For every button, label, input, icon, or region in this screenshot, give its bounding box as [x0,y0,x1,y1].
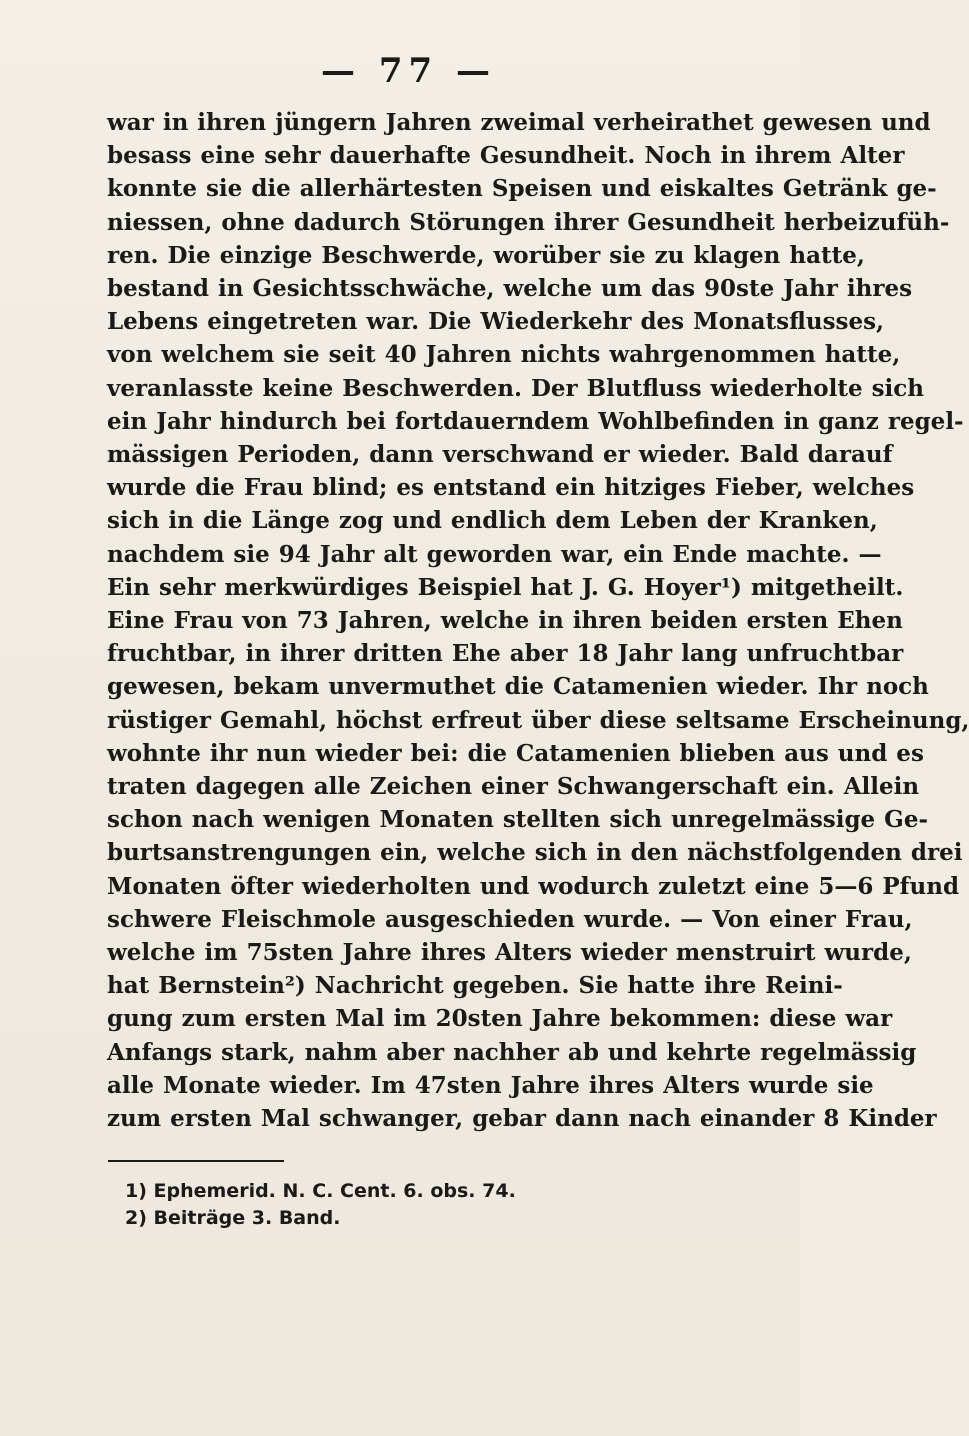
text-line: veranlasste keine Beschwerden. Der Blutfluss wiederholte sich [107,374,925,402]
text-line: besass eine sehr dauerhafte Gesundheit. Noch in ihrem Alter [107,142,905,170]
text-line: Anfangs stark, nahm aber nachher ab und kehrte regelmässig [107,1038,917,1066]
text-line: rüstiger Gemahl, höchst erfreut über diese seltsame Erscheinung, [107,706,969,734]
text-line: konnte sie die allerhärtesten Speisen und eiskaltes Getränk ge- [107,175,937,203]
text-line: Lebens eingetreten war. Die Wiederkehr des Monatsflusses, [107,308,885,336]
text-line: traten dagegen alle Zeichen einer Schwangerschaft ein. Allein [107,773,920,801]
text-line: hat Bernstein²) Nachricht gegeben. Sie hatte ihre Reini- [107,972,843,1000]
footnotes-block [107,1178,665,1232]
text-line: niessen, ohne dadurch Störungen ihrer Gesundheit herbeizufüh- [107,208,950,236]
page-number-header: — 77 — [321,51,496,91]
text-line: burtsanstrengungen ein, welche sich in den nächstfolgenden drei [107,839,963,867]
text-line: fruchtbar, in ihrer dritten Ehe aber 18 Jahr lang unfruchtbar [107,640,904,668]
text-line: gung zum ersten Mal im 20sten Jahre bekommen: diese war [107,1005,893,1033]
text-line: gewesen, bekam unvermuthet die Catamenien wieder. Ihr noch [107,673,929,701]
footnote-divider [108,1160,284,1162]
text-line: ein Jahr hindurch bei fortdauerndem Wohlbefinden in ganz regel- [107,407,964,435]
text-line: war in ihren jüngern Jahren zweimal verheirathet gewesen und [107,109,931,136]
text-line: schon nach wenigen Monaten stellten sich unregelmässige Ge- [107,806,929,834]
footnote-1: 1) Ephemerid. N. C. Cent. 6. obs. 74. [125,1180,516,1203]
footnote-2: 2) Beiträge 3. Band. [125,1207,341,1230]
text-line: schwere Fleischmole ausgeschieden wurde. — Von einer Frau, [107,905,913,933]
text-line: zum ersten Mal schwanger, gebar dann nach einander 8 Kinder [107,1105,937,1133]
text-line: Eine Frau von 73 Jahren, welche in ihren beiden ersten Ehen [107,607,903,635]
text-line: von welchem sie seit 40 Jahren nichts wahrgenommen hatte, [107,341,901,369]
text-line: Monaten öfter wiederholten und wodurch zuletzt eine 5—6 Pfund [107,872,960,900]
text-line: alle Monate wieder. Im 47sten Jahre ihres Alters wurde sie [107,1071,874,1099]
text-line: ren. Die einzige Beschwerde, worüber sie zu klagen hatte, [107,241,865,269]
text-line: mässigen Perioden, dann verschwand er wieder. Bald darauf [107,441,893,469]
text-line: Ein sehr merkwürdiges Beispiel hat J. G. Hoyer¹) mitgetheilt. [107,573,904,601]
main-paragraph [107,106,969,1135]
text-line: sich in die Länge zog und endlich dem Leben der Kranken, [107,507,878,535]
text-line: wurde die Frau blind; es entstand ein hitziges Fieber, welches [107,474,915,502]
text-line: welche im 75sten Jahre ihres Alters wieder menstruirt wurde, [107,939,912,967]
text-line: nachdem sie 94 Jahr alt geworden war, ein Ende machte. — [107,540,882,568]
text-line: bestand in Gesichtsschwäche, welche um das 90ste Jahr ihres [107,275,913,303]
text-line: wohnte ihr nun wieder bei: die Catamenien blieben aus und es [107,739,924,767]
